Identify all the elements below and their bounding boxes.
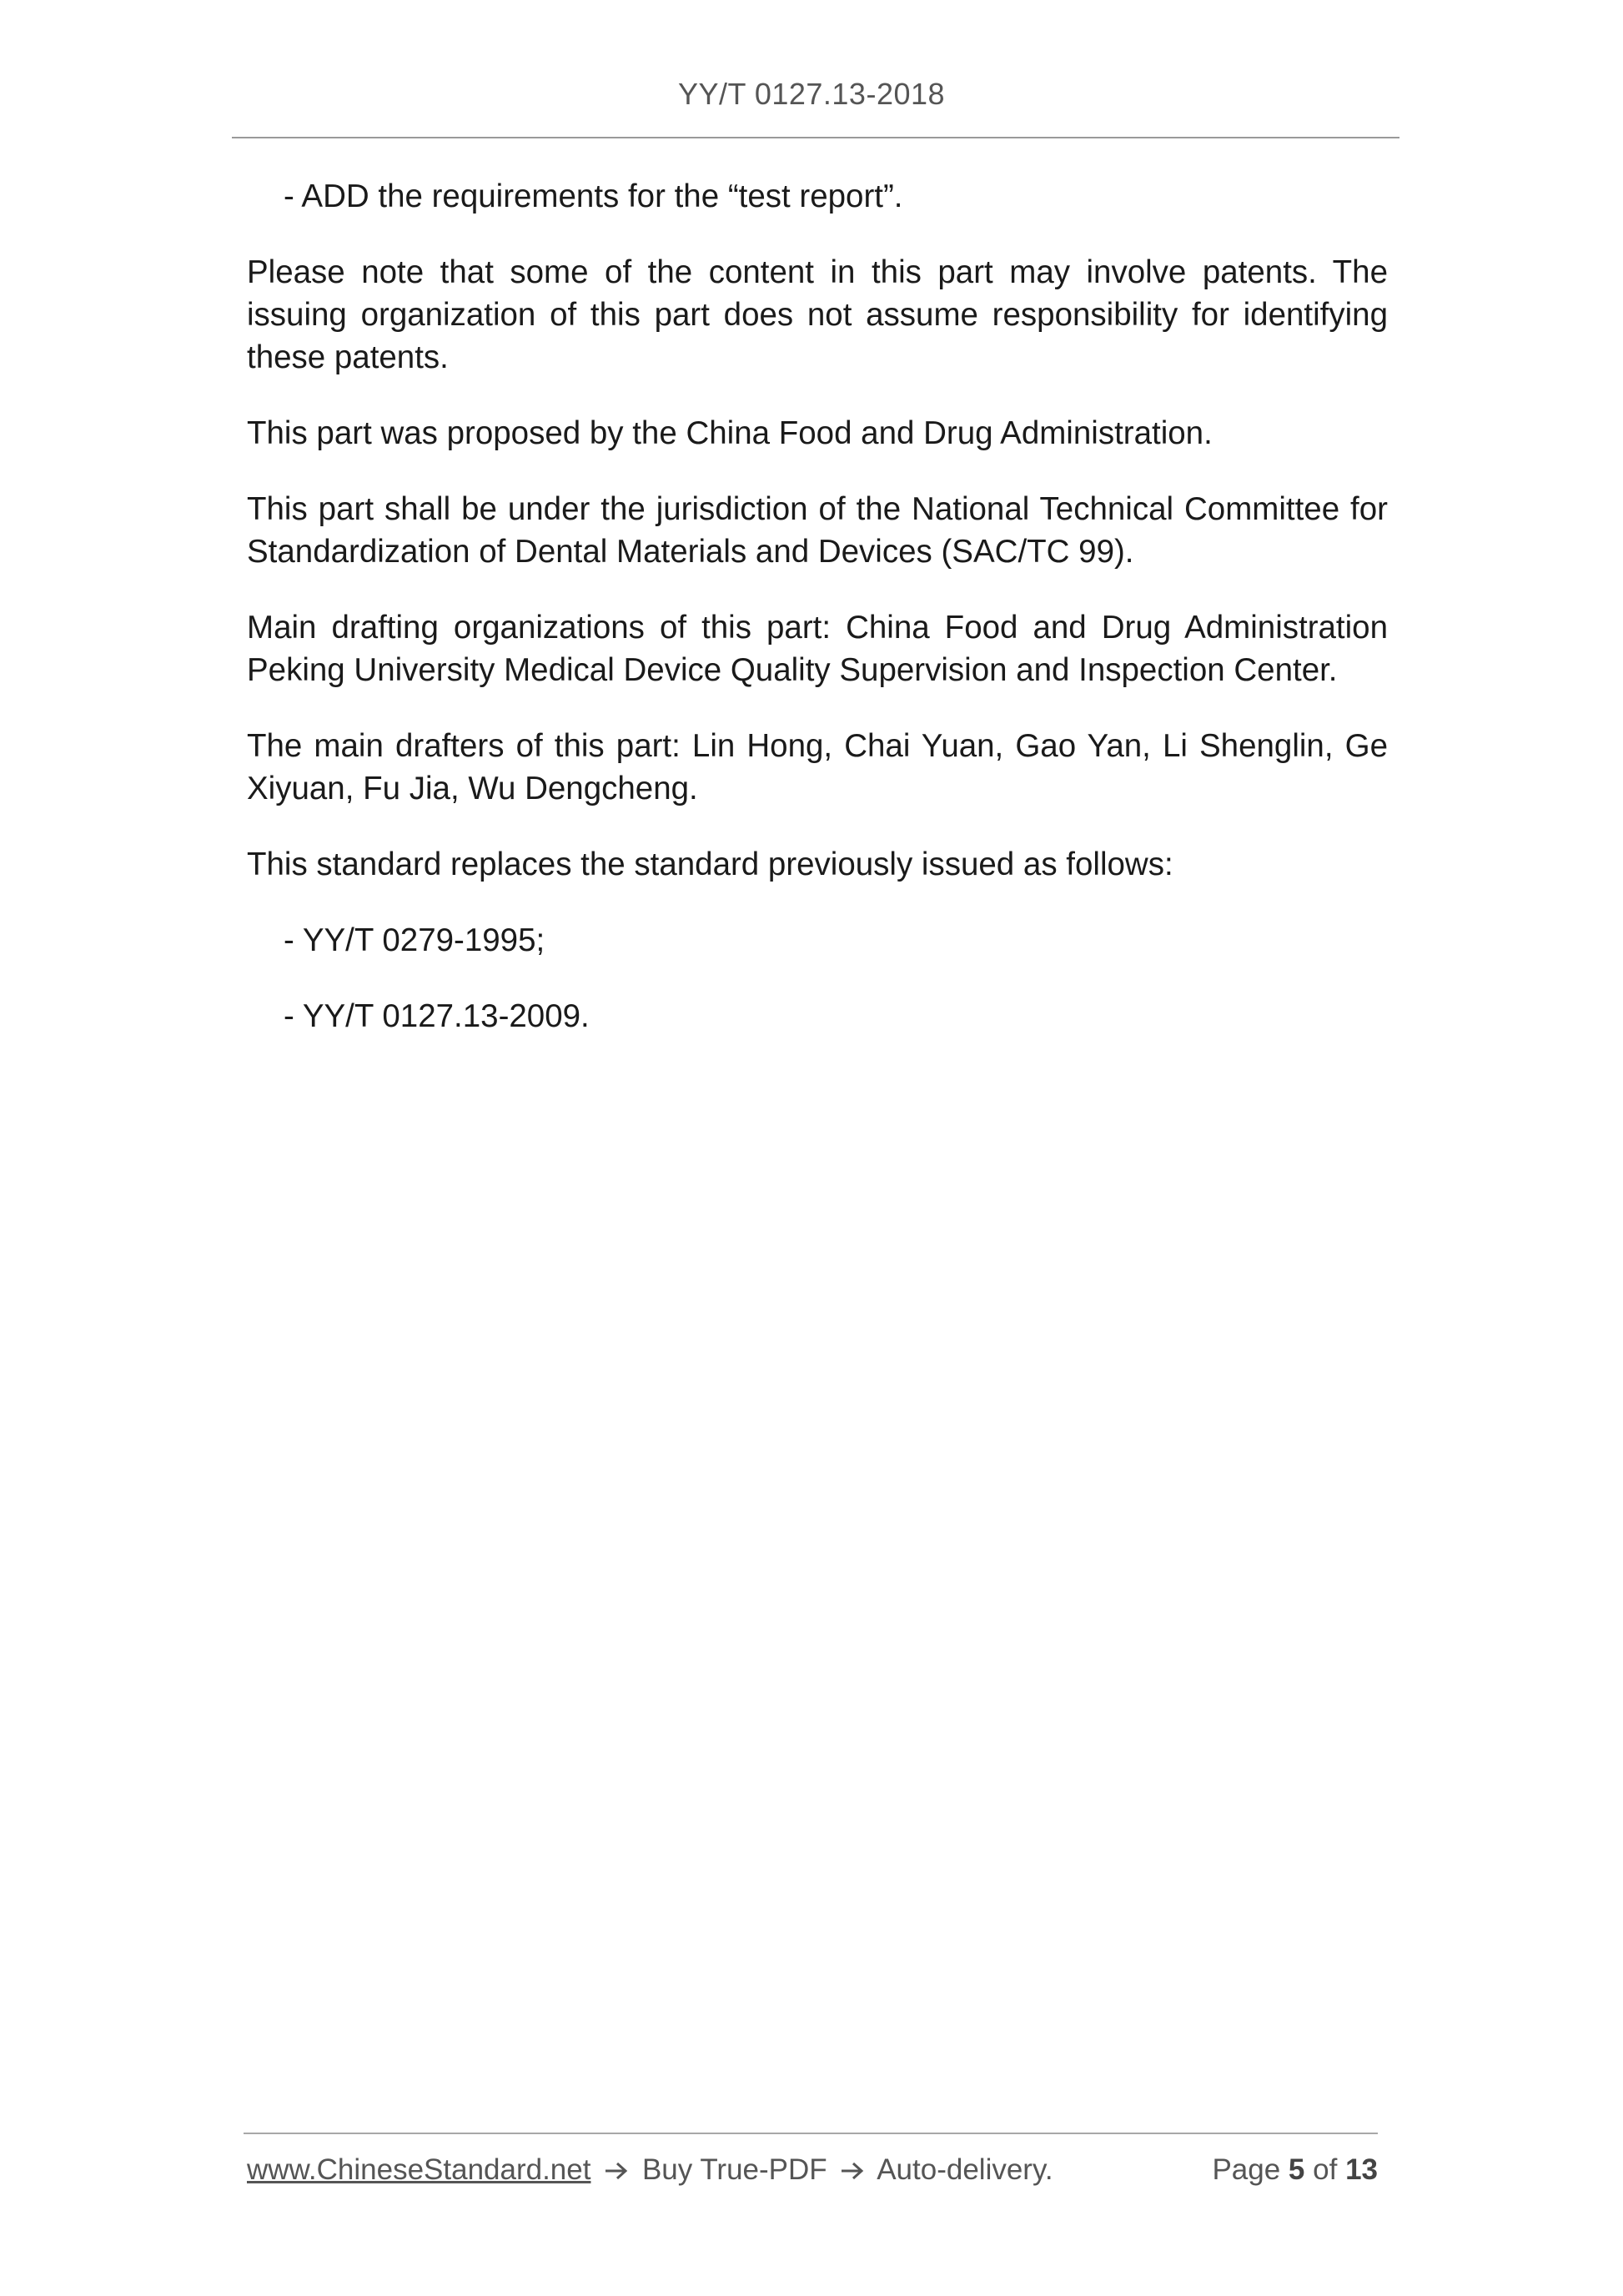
header-divider — [232, 137, 1399, 138]
document-header: YY/T 0127.13-2018 — [677, 77, 946, 111]
bullet-add-requirement: - ADD the requirements for the “test report”. — [284, 178, 903, 214]
footer-promo — [247, 2153, 1053, 2187]
replaced-standard-item: - YY/T 0279-1995; — [284, 922, 545, 958]
arrow-right-icon — [604, 2160, 629, 2182]
footer-divider — [244, 2133, 1378, 2134]
current-page-number: 5 — [1288, 2153, 1305, 2186]
page-label: Page — [1212, 2153, 1281, 2186]
patent-note-paragraph: Please note that some of the content in this part may involve patents. The issuing organization of this part does not assume responsibility for identifying these patents. — [247, 254, 1388, 375]
page-footer — [247, 2153, 1378, 2195]
replaces-intro-paragraph: This standard replaces the standard previously issued as follows: — [247, 847, 1173, 882]
of-label: of — [1313, 2153, 1338, 2186]
auto-delivery-text: Auto-delivery. — [877, 2153, 1053, 2186]
replaced-standard-item: - YY/T 0127.13-2009. — [284, 998, 590, 1034]
drafting-organizations-paragraph: Main drafting organizations of this part: China Food and Drug Administration Peking University Medical Device Quality Supervision and Inspection Center. — [247, 610, 1388, 688]
total-pages-number: 13 — [1345, 2153, 1378, 2186]
arrow-right-icon — [840, 2160, 865, 2182]
page-indicator — [1212, 2153, 1378, 2187]
jurisdiction-paragraph: This part shall be under the jurisdiction of the National Technical Committee for Standardization of Dental Materials and Devices (SAC/TC 99). — [247, 491, 1388, 570]
document-body — [247, 175, 1388, 1071]
drafters-paragraph: The main drafters of this part: Lin Hong, Chai Yuan, Gao Yan, Li Shenglin, Ge Xiyuan, Fu Jia, Wu Dengcheng. — [247, 728, 1388, 806]
proposed-by-paragraph: This part was proposed by the China Food and Drug Administration. — [247, 415, 1213, 451]
buy-true-pdf-text: Buy True-PDF — [641, 2153, 827, 2186]
website-link[interactable]: www.ChineseStandard.net — [247, 2153, 591, 2186]
